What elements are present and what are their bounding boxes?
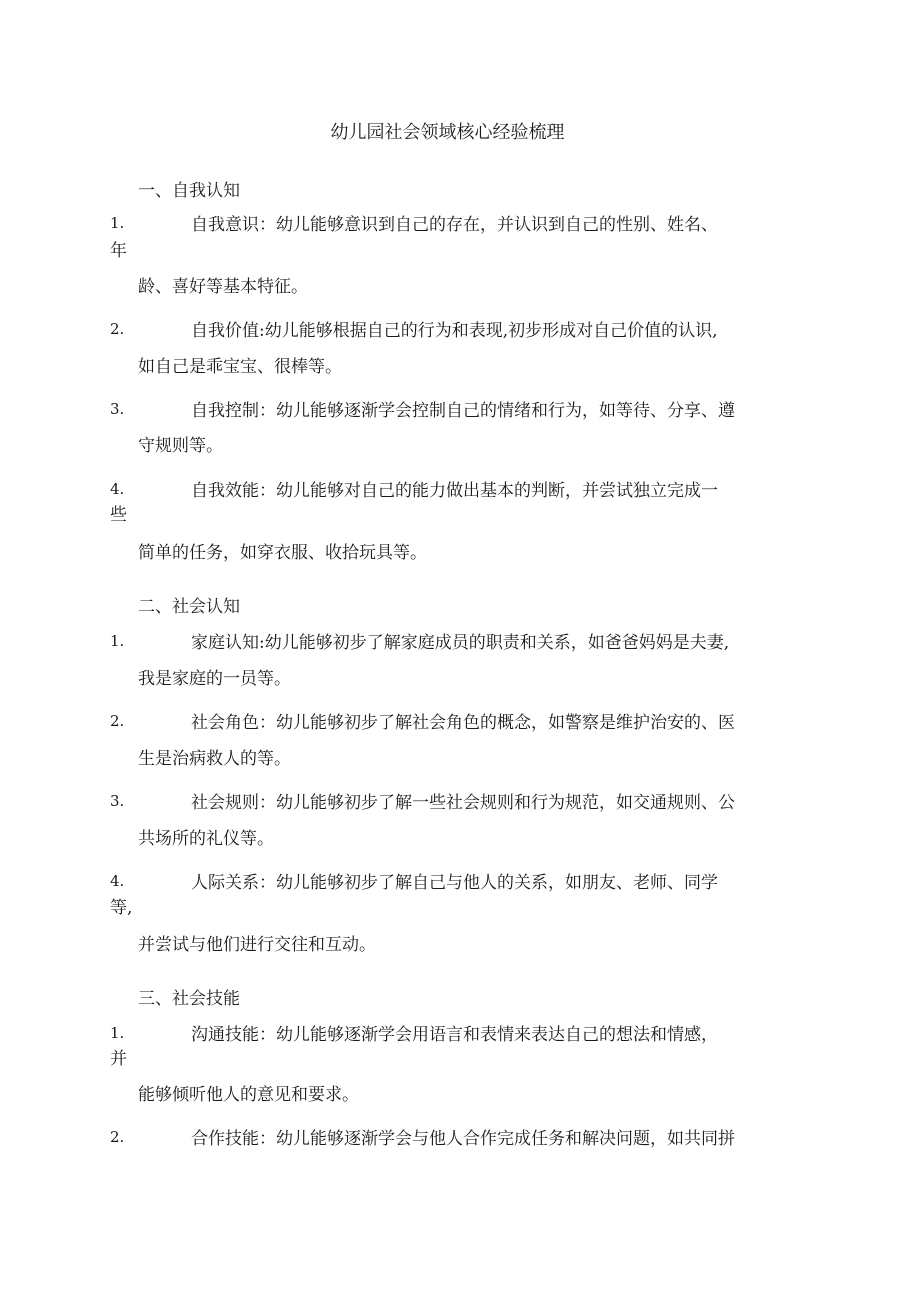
item-text: 人际关系：幼儿能够初步了解自己与他人的关系，如朋友、老师、同学: [191, 873, 718, 893]
section-heading: 二、社会认知: [138, 597, 240, 617]
item-continuation: 守规则等。: [138, 436, 223, 456]
item-text: 合作技能：幼儿能够逐渐学会与他人合作完成任务和解决问题，如共同拼: [191, 1129, 735, 1149]
item-number: 1.: [110, 214, 125, 232]
item-text: 沟通技能：幼儿能够逐渐学会用语言和表情来表达自己的想法和情感，: [191, 1025, 718, 1045]
item-number: 1.: [110, 632, 125, 650]
item-continuation: 能够倾听他人的意见和要求。: [138, 1085, 359, 1105]
item-number: 3.: [110, 400, 125, 418]
item-wrap-text: 等,: [110, 898, 133, 918]
item-number: 2.: [110, 712, 125, 730]
item-continuation: 并尝试与他们进行交往和互动。: [138, 935, 376, 955]
item-wrap-text: 些: [110, 505, 127, 525]
item-number: 2.: [110, 1128, 125, 1146]
item-number: 4.: [110, 480, 125, 498]
item-continuation: 生是治病救人的等。: [138, 749, 291, 769]
item-continuation: 龄、喜好等基本特征。: [138, 277, 308, 297]
item-number: 1.: [110, 1024, 125, 1042]
item-continuation: 共场所的礼仪等。: [138, 829, 274, 849]
item-text: 自我效能：幼儿能够对自己的能力做出基本的判断，并尝试独立完成一: [191, 481, 718, 501]
item-number: 2.: [110, 320, 125, 338]
item-wrap-text: 年: [110, 241, 127, 261]
item-text: 自我意识：幼儿能够意识到自己的存在，并认识到自己的性别、姓名、: [191, 215, 718, 235]
item-continuation: 简单的任务，如穿衣服、收拾玩具等。: [138, 543, 427, 563]
section-heading: 三、社会技能: [138, 989, 240, 1009]
item-wrap-text: 并: [110, 1049, 127, 1069]
section-heading: 一、自我认知: [138, 181, 240, 201]
item-number: 3.: [110, 792, 125, 810]
item-number: 4.: [110, 872, 125, 890]
item-continuation: 如自己是乖宝宝、很棒等。: [138, 357, 342, 377]
item-text: 自我价值:幼儿能够根据自己的行为和表现,初步形成对自己价值的认识,: [191, 321, 718, 341]
document-title: 幼儿园社会领域核心经验梳理: [330, 122, 565, 143]
item-text: 家庭认知:幼儿能够初步了解家庭成员的职责和关系，如爸爸妈妈是夫妻,: [191, 633, 730, 653]
item-text: 社会角色：幼儿能够初步了解社会角色的概念，如警察是维护治安的、医: [191, 713, 735, 733]
item-text: 社会规则：幼儿能够初步了解一些社会规则和行为规范，如交通规则、公: [191, 793, 735, 813]
item-continuation: 我是家庭的一员等。: [138, 669, 291, 689]
item-text: 自我控制：幼儿能够逐渐学会控制自己的情绪和行为，如等待、分享、遵: [191, 401, 735, 421]
